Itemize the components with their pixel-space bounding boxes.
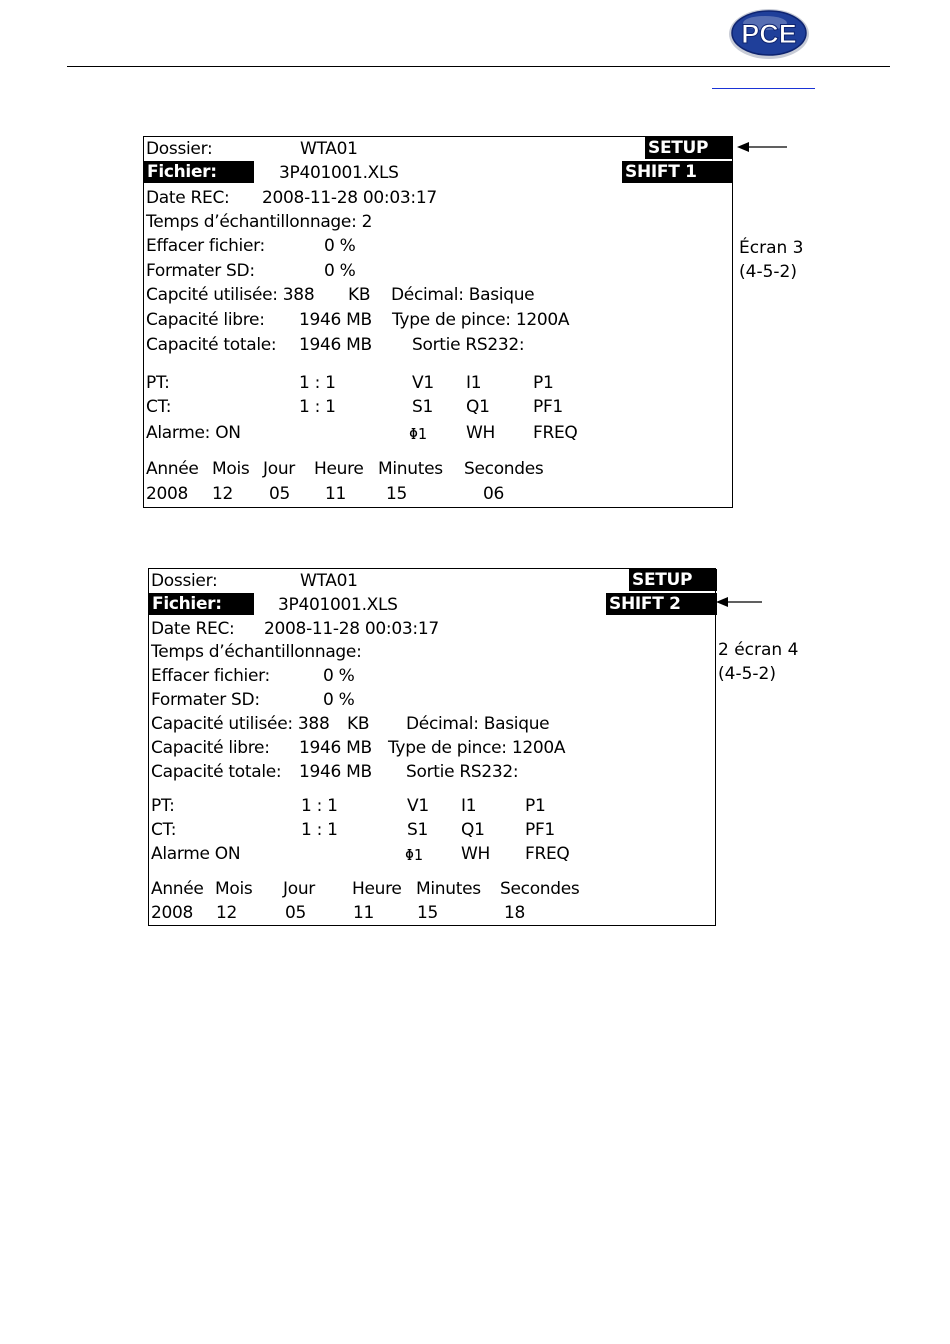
capacite-totale-value: 1946 MB: [299, 335, 372, 355]
pt-label: PT:: [151, 796, 175, 816]
s1: S1: [412, 397, 434, 417]
i1: I1: [461, 796, 477, 816]
dossier-label: Dossier:: [151, 571, 218, 591]
sortie-rs232: Sortie RS232:: [406, 762, 519, 782]
header-heure: Heure: [314, 459, 364, 479]
alarme: Alarme ON: [151, 844, 241, 864]
ct-label: CT:: [146, 397, 172, 417]
value-secondes: 18: [504, 903, 526, 923]
dossier-label: Dossier:: [146, 139, 213, 159]
value-mois: 12: [216, 903, 238, 923]
capacite-utilisee: Capcité utilisée: 388: [146, 285, 315, 305]
screen-4-display: [148, 568, 716, 926]
capacite-utilisee: Capacité utilisée: 388: [151, 714, 330, 734]
screen-4-caption-line1: 2 écran 4: [718, 640, 799, 660]
capacite-totale-value: 1946 MB: [299, 762, 372, 782]
p1: P1: [525, 796, 546, 816]
type-de-pince: Type de pince: 1200A: [392, 310, 570, 330]
value-heure: 11: [325, 484, 347, 504]
header-annee: Année: [151, 879, 204, 899]
formater-value: 0 %: [323, 690, 355, 710]
date-label: Date REC:: [146, 188, 230, 208]
phi1: Φ1: [405, 846, 423, 864]
header-mois: Mois: [215, 879, 253, 899]
pt-value: 1 : 1: [299, 373, 336, 393]
svg-text:PCE: PCE: [741, 19, 797, 49]
q1: Q1: [461, 820, 485, 840]
p1: P1: [533, 373, 554, 393]
fichier-label: Fichier:: [149, 593, 254, 615]
value-jour: 05: [285, 903, 307, 923]
v1: V1: [407, 796, 429, 816]
effacer-value: 0 %: [324, 236, 356, 256]
capacite-libre-value: 1946 MB: [299, 738, 372, 758]
wh: WH: [461, 844, 490, 864]
freq: FREQ: [525, 844, 570, 864]
freq: FREQ: [533, 423, 578, 443]
capacite-libre-label: Capacité libre:: [151, 738, 270, 758]
fichier-value: 3P401001.XLS: [279, 163, 399, 183]
capacite-libre-value: 1946 MB: [299, 310, 372, 330]
header-secondes: Secondes: [500, 879, 580, 899]
sortie-rs232: Sortie RS232:: [412, 335, 525, 355]
setup-badge: SETUP: [629, 569, 717, 591]
pt-label: PT:: [146, 373, 170, 393]
pf1: PF1: [533, 397, 563, 417]
header-secondes: Secondes: [464, 459, 544, 479]
phi1: Φ1: [409, 425, 427, 443]
decimal: Décimal: Basique: [391, 285, 535, 305]
screen-4-caption-line2: (4-5-2): [718, 664, 776, 684]
date-value: 2008-11-28 00:03:17: [262, 188, 437, 208]
header-jour: Jour: [283, 879, 315, 899]
header-annee: Année: [146, 459, 199, 479]
header-link-underline[interactable]: [712, 88, 815, 89]
ct-value: 1 : 1: [301, 820, 338, 840]
value-heure: 11: [353, 903, 375, 923]
s1: S1: [407, 820, 429, 840]
header-minutes: Minutes: [378, 459, 443, 479]
capacite-utilisee-unit: KB: [348, 285, 371, 305]
effacer-label: Effacer fichier:: [146, 236, 265, 256]
pf1: PF1: [525, 820, 555, 840]
shift-badge: SHIFT 2: [606, 593, 717, 615]
formater-label: Formater SD:: [146, 261, 255, 281]
header-heure: Heure: [352, 879, 402, 899]
value-minutes: 15: [386, 484, 408, 504]
capacite-totale-label: Capacité totale:: [151, 762, 282, 782]
arrow-left-icon: [737, 139, 789, 155]
fichier-value: 3P401001.XLS: [278, 595, 398, 615]
value-minutes: 15: [417, 903, 439, 923]
fichier-label: Fichier:: [144, 161, 254, 183]
capacite-libre-label: Capacité libre:: [146, 310, 265, 330]
ct-label: CT:: [151, 820, 177, 840]
dossier-value: WTA01: [300, 139, 358, 159]
formater-label: Formater SD:: [151, 690, 260, 710]
dossier-value: WTA01: [300, 571, 358, 591]
date-label: Date REC:: [151, 619, 235, 639]
setup-badge: SETUP: [645, 137, 733, 159]
screen-3-caption-line2: (4-5-2): [739, 262, 797, 282]
header-rule: [67, 66, 890, 67]
q1: Q1: [466, 397, 490, 417]
header-mois: Mois: [212, 459, 250, 479]
i1: I1: [466, 373, 482, 393]
ct-value: 1 : 1: [299, 397, 336, 417]
wh: WH: [466, 423, 495, 443]
type-de-pince: Type de pince: 1200A: [388, 738, 566, 758]
header-jour: Jour: [263, 459, 295, 479]
value-secondes: 06: [483, 484, 505, 504]
header-minutes: Minutes: [416, 879, 481, 899]
value-annee: 2008: [151, 903, 194, 923]
screen-3-display: [143, 136, 733, 508]
shift-badge: SHIFT 1: [622, 161, 733, 183]
date-value: 2008-11-28 00:03:17: [264, 619, 439, 639]
decimal: Décimal: Basique: [406, 714, 550, 734]
effacer-label: Effacer fichier:: [151, 666, 270, 686]
capacite-utilisee-unit: KB: [347, 714, 370, 734]
pce-logo: [727, 6, 811, 60]
formater-value: 0 %: [324, 261, 356, 281]
value-annee: 2008: [146, 484, 189, 504]
effacer-value: 0 %: [323, 666, 355, 686]
capacite-totale-label: Capacité totale:: [146, 335, 277, 355]
alarme: Alarme: ON: [146, 423, 241, 443]
value-jour: 05: [269, 484, 291, 504]
pt-value: 1 : 1: [301, 796, 338, 816]
value-mois: 12: [212, 484, 234, 504]
screen-3-caption-line1: Écran 3: [739, 238, 804, 258]
temps-echantillonnage: Temps d’échantillonnage: 2: [146, 212, 373, 232]
arrow-left-icon: [716, 594, 764, 610]
temps-echantillonnage: Temps d’échantillonnage:: [151, 642, 362, 662]
v1: V1: [412, 373, 434, 393]
